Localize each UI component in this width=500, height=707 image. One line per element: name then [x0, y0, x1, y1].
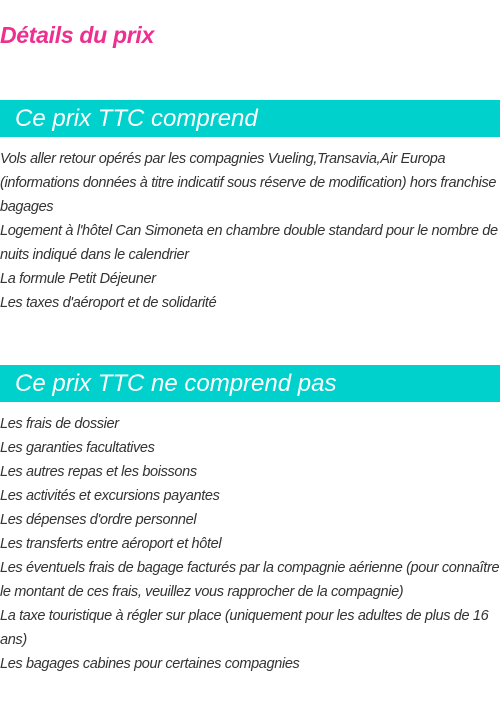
list-item: Les taxes d'aéroport et de solidarité [0, 295, 217, 311]
includes-list [0, 147, 500, 315]
excludes-list [0, 412, 500, 676]
list-item: Vols aller retour opérés par les compagnies Vueling,Transavia,Air Europa (informations données à titre indicatif sous réserve de modification) hors franchise bagages [0, 151, 497, 215]
list-item: Les frais de dossier [0, 416, 119, 432]
list-item: Les transferts entre aéroport et hôtel [0, 536, 222, 552]
list-item: Les autres repas et les boissons [0, 464, 197, 480]
list-item: Logement à l'hôtel Can Simoneta en chambre double standard pour le nombre de nuits indiqué dans le calendrier [0, 223, 498, 263]
list-item: Les bagages cabines pour certaines compagnies [0, 656, 300, 672]
list-item: La formule Petit Déjeuner [0, 271, 156, 287]
list-item: Les activités et excursions payantes [0, 488, 220, 504]
page-title: Détails du prix [0, 22, 154, 48]
list-item: Les dépenses d'ordre personnel [0, 512, 197, 528]
includes-section-header: Ce prix TTC comprend [0, 100, 500, 137]
list-item: Les garanties facultatives [0, 440, 155, 456]
list-item: La taxe touristique à régler sur place (uniquement pour les adultes de plus de 16 ans) [0, 608, 489, 648]
excludes-section-header: Ce prix TTC ne comprend pas [0, 365, 500, 402]
list-item: Les éventuels frais de bagage facturés par la compagnie aérienne (pour connaître le montant de ces frais, veuillez vous rapprocher de la compagnie) [0, 560, 500, 600]
